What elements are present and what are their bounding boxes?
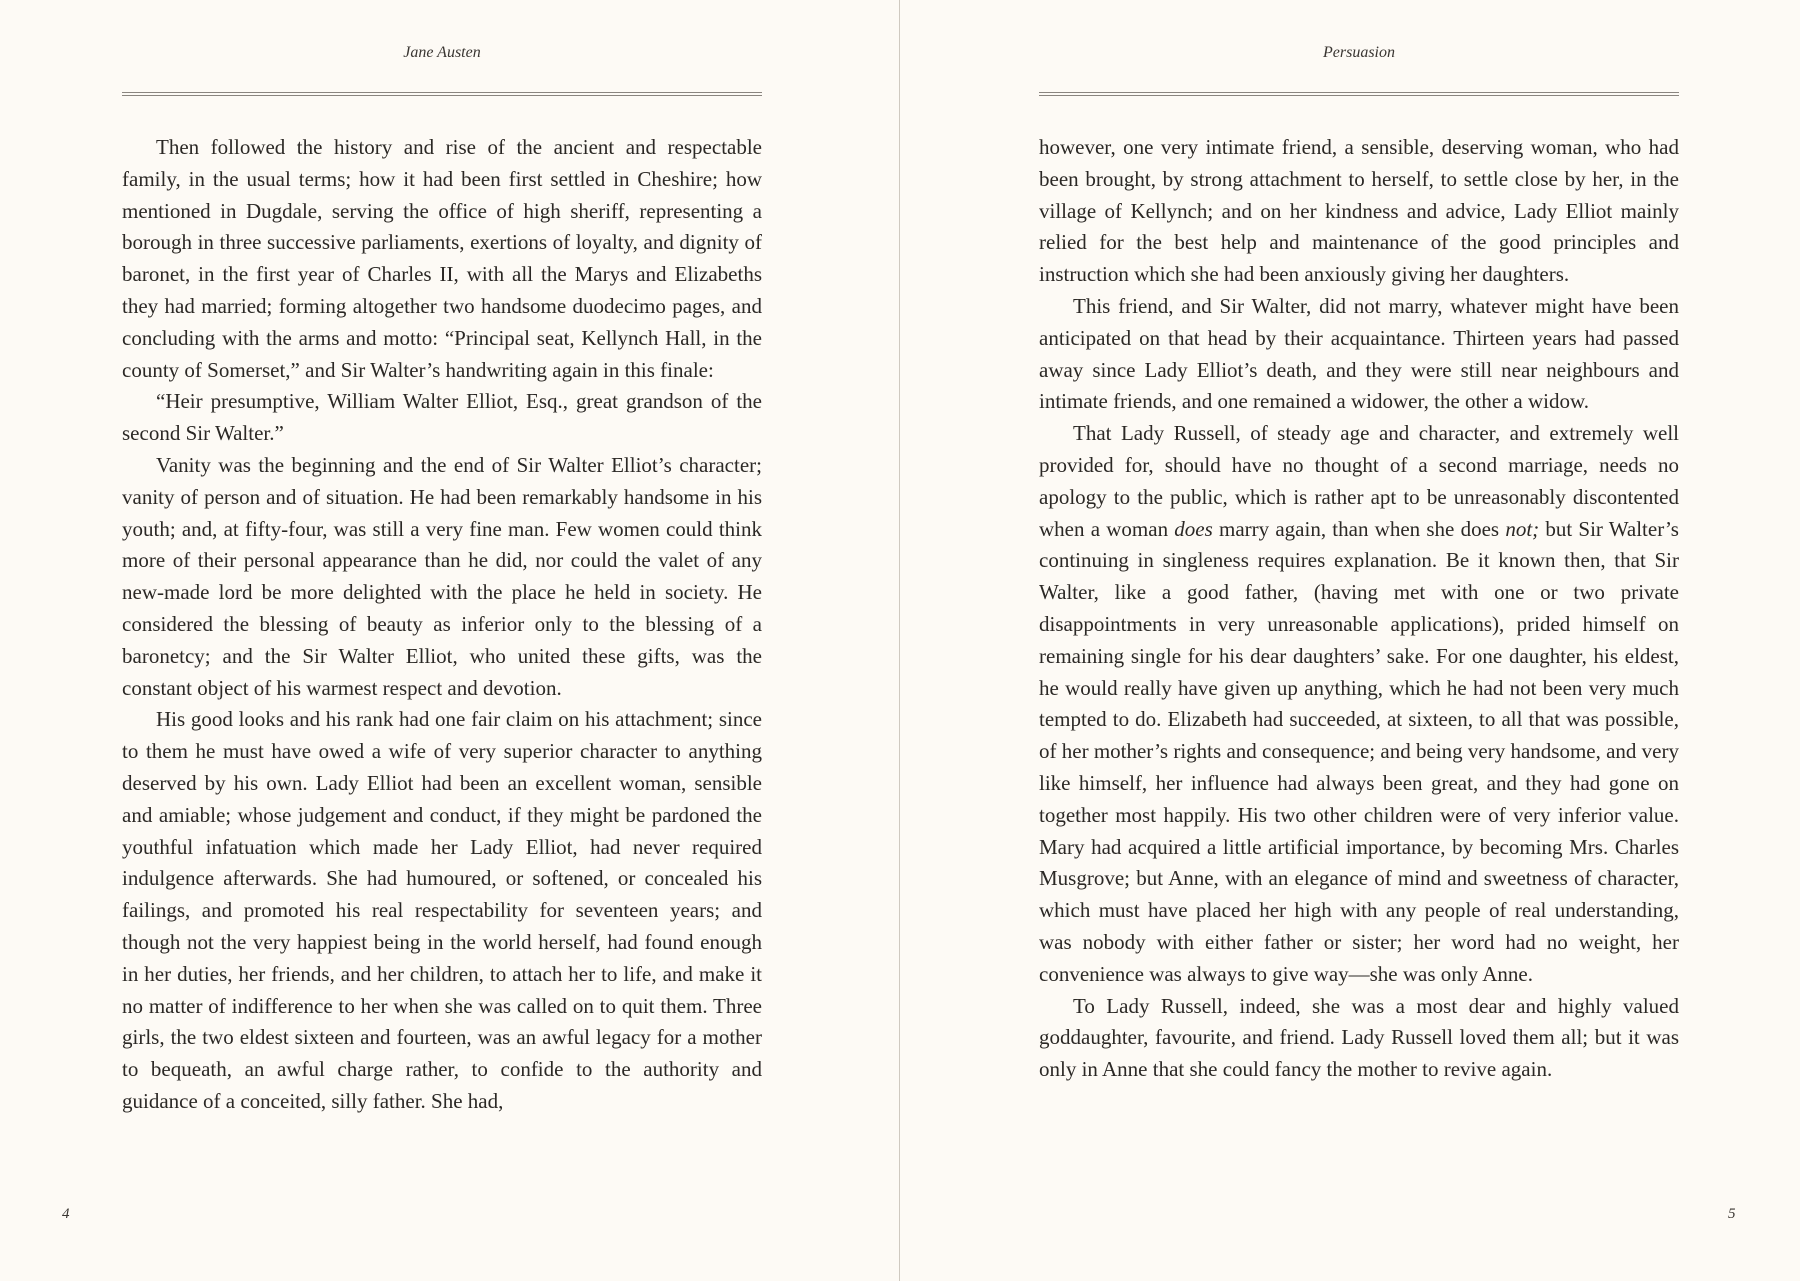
header-double-rule: [122, 92, 762, 96]
right-page-body: [1039, 132, 1679, 1086]
running-head-title: Persuasion: [1323, 44, 1395, 61]
paragraph: “Heir presumptive, William Walter Elliot, Esq., great grandson of the second Sir Walter.”: [122, 389, 762, 446]
paragraph: To Lady Russell, indeed, she was a most dear and highly valued goddaughter, favourite, and friend. Lady Russell loved them all; but it was only in Anne that she could fancy the mother to revive again.: [1039, 993, 1679, 1082]
italic-emphasis: does: [1174, 516, 1213, 541]
paragraph: however, one very intimate friend, a sensible, deserving woman, who had been brought, by strong attachment to herself, to settle close by her, in the village of Kellynch; and on her kindness and advice, Lady Elliot mainly relied for the best help and maintenance of the good principles and instruction which she had been anxiously giving her daughters.: [1039, 135, 1679, 287]
paragraph: Then followed the history and rise of the ancient and respectable family, in the usual terms; how it had been first settled in Cheshire; how mentioned in Dugdale, serving the office of high sheriff, representing a borough in three successive parliaments, exertions of loyalty, and dignity of baronet, in the first year of Charles II, with all the Marys and Elizabeths they had married; forming altogether two handsome duodecimo pages, and concluding with the arms and motto: “Principal seat, Kellynch Hall, in the county of Somerset,” and Sir Walter’s handwriting again in this finale:: [122, 135, 762, 382]
gutter-fold: [899, 0, 900, 1281]
header-double-rule: [1039, 92, 1679, 96]
italic-emphasis: not;: [1505, 516, 1540, 541]
page-number-right: 5: [1728, 1206, 1736, 1222]
left-page-body: [122, 132, 762, 1118]
page-number-left: 4: [62, 1206, 70, 1222]
left-page: [122, 0, 762, 1281]
paragraph-text: marry again, than when she does: [1212, 516, 1506, 541]
paragraph-text: That Lady Russell, of steady age and character, and extremely well provided for, should have no thought of a second marriage, needs no apology to the public, which is rather apt to be unreasonably discontented when a woman: [1039, 421, 1679, 541]
right-page: [1039, 0, 1679, 1281]
paragraph-text: but Sir Walter’s continuing in singleness requires explanation. Be it known then, that Sir Walter, like a good father, (having met with one or two private disappointments in very unreasonable applications), prided himself on remaining single for his dear daughters’ sake. For one daughter, his eldest, he would really have given up anything, which he had not been very much tempted to do. Elizabeth had succeeded, at sixteen, to all that was possible, of her mother’s rights and consequence; and being very handsome, and very like himself, her influence had always been great, and they had gone on together most happily. His two other children were of very inferior value. Mary had acquired a little artificial importance, by becoming Mrs. Charles Musgrove; but Anne, with an elegance of mind and sweetness of character, which must have placed her high with any people of real understanding, was nobody with either father or sister; her word had no weight, her convenience was always to give way—she was only Anne.: [1039, 516, 1679, 986]
paragraph: [1039, 418, 1679, 990]
paragraph: This friend, and Sir Walter, did not marry, whatever might have been anticipated on that head by their acquaintance. Thirteen years had passed away since Lady Elliot’s death, and they were still near neighbours and intimate friends, and one remained a widower, the other a widow.: [1039, 293, 1679, 414]
running-head-author: Jane Austen: [403, 44, 481, 61]
paragraph: Vanity was the beginning and the end of Sir Walter Elliot’s character; vanity of person and of situation. He had been remarkably handsome in his youth; and, at fifty-four, was still a very fine man. Few women could think more of their personal appearance than he did, nor could the valet of any new-made lord be more delighted with the place he held in society. He considered the blessing of beauty as inferior only to the blessing of a baronetcy; and the Sir Walter Elliot, who united these gifts, was the constant object of his warmest respect and devotion.: [122, 452, 762, 700]
paragraph: His good looks and his rank had one fair claim on his attachment; since to them he must have owed a wife of very superior character to anything deserved by his own. Lady Elliot had been an excellent woman, sensible and amiable; whose judgement and conduct, if they might be pardoned the youthful infatuation which made her Lady Elliot, had never required indulgence afterwards. She had humoured, or softened, or concealed his failings, and promoted his real respectability for seventeen years; and though not the very happiest being in the world herself, had found enough in her duties, her friends, and her children, to attach her to life, and make it no matter of indifference to her when she was called on to quit them. Three girls, the two eldest sixteen and fourteen, was an awful legacy for a mother to bequeath, an awful charge rather, to confide to the authority and guidance of a conceited, silly father. She had,: [122, 707, 762, 1113]
